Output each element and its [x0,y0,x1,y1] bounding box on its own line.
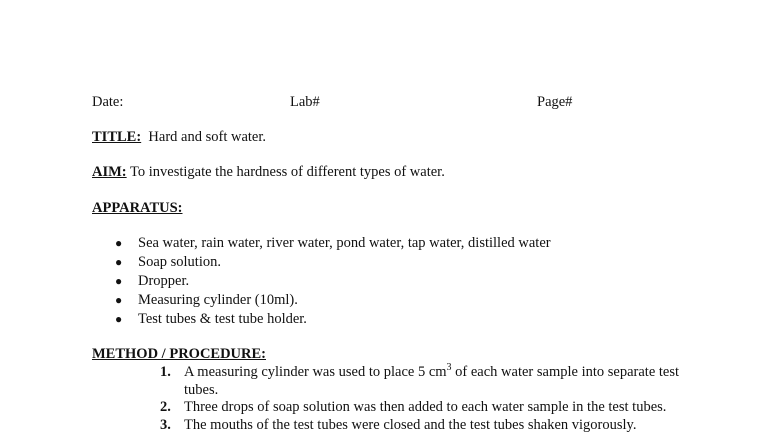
procedure-step: 3. The mouths of the test tubes were closed and the test tubes shaken vigorously. [160,416,637,433]
step-number: 2. [160,399,171,415]
title-line [92,129,266,146]
list-item: ● Measuring cylinder (10ml). [115,292,298,308]
list-item: ● Dropper. [115,273,190,289]
bullet-icon: ● [115,255,123,269]
bullet-icon: ● [115,293,123,307]
title-label: TITLE: [92,129,142,145]
title-text: Hard and soft water. [148,129,266,145]
aim-text: To investigate the hardness of different types of water. [130,164,445,180]
list-item: ● Test tubes & test tube holder. [115,311,307,327]
procedure-steps [150,364,710,434]
step-number: 3. [160,416,171,433]
bullet-icon: ● [115,312,123,326]
method-heading: METHOD / PROCEDURE: [92,346,266,362]
apparatus-heading: APPARATUS: [92,200,183,216]
apparatus-list [92,234,551,329]
lab-number-label: Lab# [290,94,320,110]
list-item: ● Soap solution. [115,254,221,270]
procedure-step: 2. Three drops of soap solution was then added to each water sample in the test tubes. [160,399,667,415]
step-number: 1. [160,364,171,380]
list-item: ● Sea water, rain water, river water, pond water, tap water, distilled water [115,235,551,251]
procedure-step: 1. A measuring cylinder was used to place 5 $cm^3$ of each water sample into separate test tubes. [160,362,680,398]
page-number-label: Page# [537,94,573,110]
aim-label: AIM: [92,164,127,180]
aim-line [92,164,445,181]
date-label: Date: [92,94,124,110]
bullet-icon: ● [115,274,123,288]
bullet-icon: ● [115,236,123,250]
